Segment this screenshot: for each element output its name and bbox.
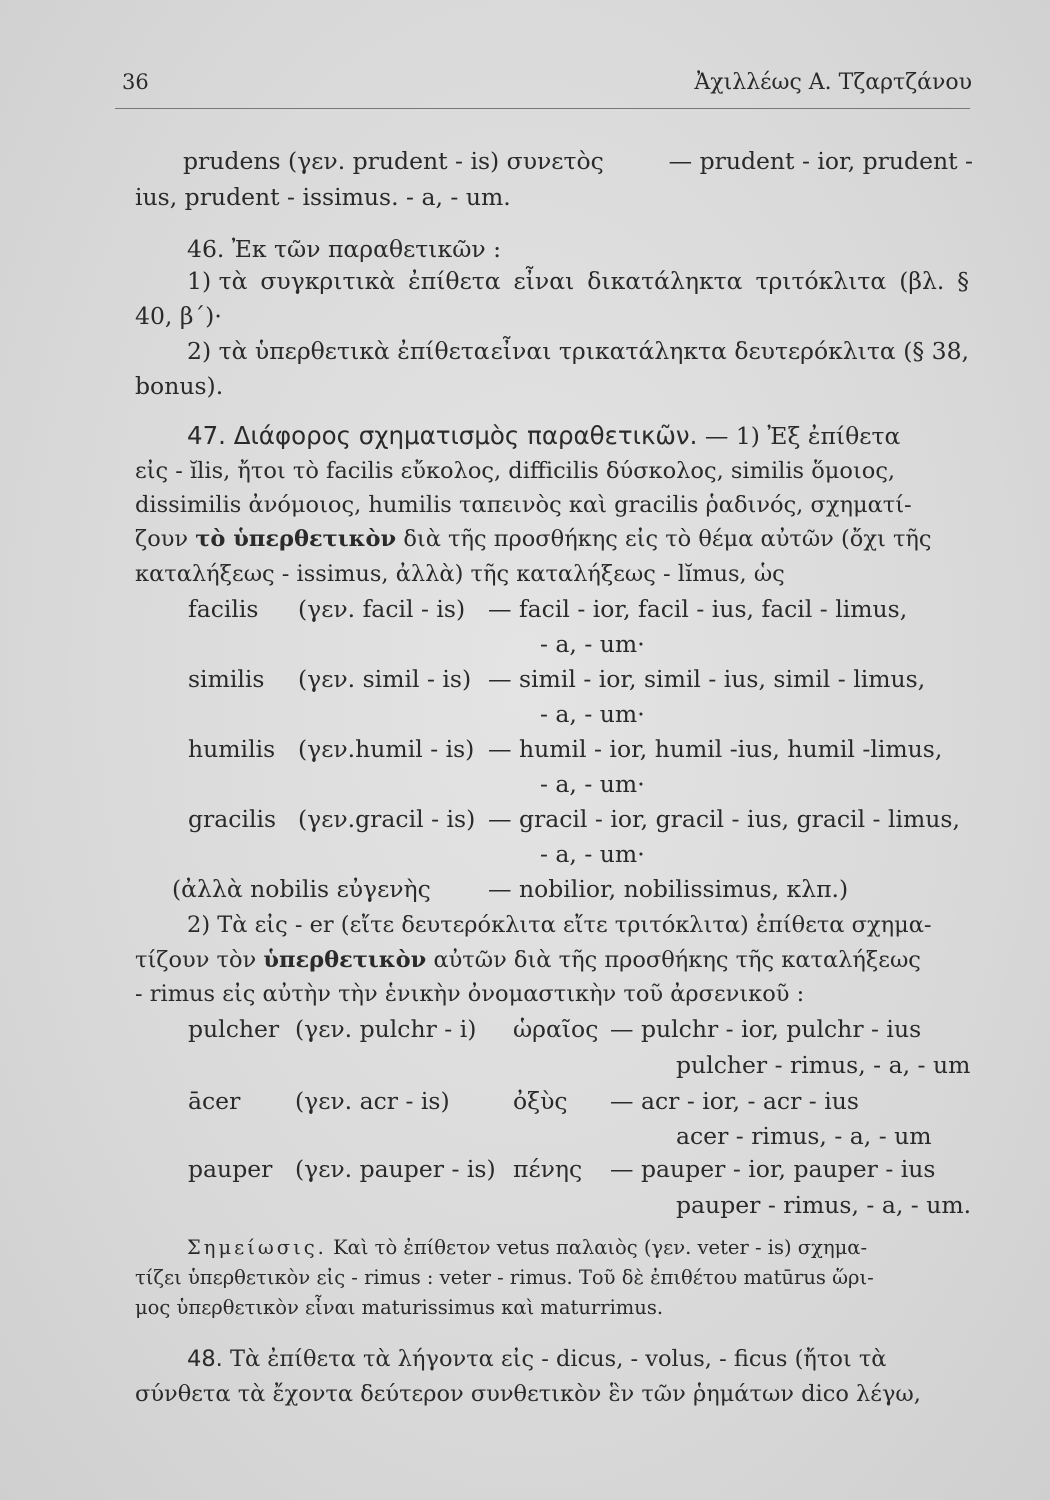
example-word: gracilis	[188, 805, 277, 833]
s47-para-line1: εἰς - ĭlis, ἤτοι τὸ facilis εὔκολος, difficilis δύσκολος, similis ὅμοιος,	[135, 458, 896, 484]
s47-para-line3: ζουν τὸ ὑπερθετικὸν διὰ τῆς προσθήκης εἰς τὸ θέμα αὐτῶν (ὄχι τῆς	[135, 526, 932, 552]
example-genitive: (γεν. facil - is)	[298, 595, 466, 623]
example-forms: — facil - ior, facil - ius, facil - limus,	[488, 595, 908, 623]
note-label: Σημείωσις.	[187, 1236, 327, 1259]
note-line2: τίζει ὑπερθετικὸν εἰς - rimus : veter - rimus. Τοῦ δὲ ἐπιθέτου matūrus ὥρι-	[135, 1266, 874, 1289]
note-line1: Σημείωσις. Καὶ τὸ ἐπίθετον vetus παλαιὸς (γεν. veter - is) σχημα-	[187, 1236, 868, 1259]
note-line3: μος ὑπερθετικὸν εἶναι maturissimus καὶ maturrimus.	[135, 1296, 664, 1319]
er-example-word: pauper	[188, 1155, 273, 1183]
example-word: facilis	[188, 595, 259, 623]
prudens-line: prudens (γεν. prudent - is) συνετὸς — prudent - ior, prudent -	[183, 147, 973, 175]
section-48-line1: 48. Τὰ ἐπίθετα τὰ λήγοντα εἰς - dicus, - volus, - ficus (ἤτοι τὰ	[187, 1346, 887, 1372]
s46-item2-line2: bonus).	[135, 372, 224, 400]
er-example-superlative: pulcher - rimus, - a, - um	[676, 1051, 971, 1079]
example-word: humilis	[188, 735, 276, 763]
bold-superlative-term: τὸ ὑπερθετικὸν	[195, 526, 397, 552]
s47-para-line4: καταλήξεως - issimus, ἀλλὰ) τῆς καταλήξεως - lĭmus, ὡς	[135, 561, 785, 587]
s46-item1-line2: 40, β΄)·	[135, 302, 222, 330]
example-genitive: (γεν.humil - is)	[298, 735, 475, 763]
example-forms: — gracil - ior, gracil - ius, gracil - limus,	[488, 805, 960, 833]
section-46-heading: 46. Ἐκ τῶν παραθετικῶν :	[187, 235, 502, 263]
er-example-forms: — pulchr - ior, pulchr - ius	[610, 1015, 922, 1043]
example-genitive: (γεν. simil - is)	[298, 665, 472, 693]
example-endings: - a, - um·	[540, 840, 645, 868]
er-example-meaning: ὀξὺς	[513, 1087, 568, 1115]
s47-part2-line1: 2) Τὰ εἰς - er (εἴτε δευτερόκλιτα εἴτε τριτόκλιτα) ἐπίθετα σχημα-	[187, 912, 932, 938]
page-number: 36	[122, 70, 149, 94]
er-example-meaning: ὡραῖος	[513, 1015, 599, 1043]
er-example-genitive: (γεν. pulchr - i)	[295, 1015, 477, 1043]
section-48-line2: σύνθετα τὰ ἔχοντα δεύτερον συνθετικὸν ἓν τῶν ῥημάτων dico λέγω,	[135, 1381, 921, 1407]
s47-para-line2: dissimilis ἀνόμοιος, humilis ταπεινὸς καὶ gracilis ῥαδινός, σχηματί-	[135, 492, 912, 518]
er-example-word: ācer	[188, 1087, 241, 1115]
er-example-meaning: πένης	[513, 1155, 583, 1183]
example-endings: - a, - um·	[540, 700, 645, 728]
example-forms: — humil - ior, humil -ius, humil -limus,	[488, 735, 943, 763]
nobilis-word: (ἀλλὰ nobilis εὐγενὴς	[172, 875, 431, 903]
example-word: similis	[188, 665, 265, 693]
er-example-superlative: acer - rimus, - a, - um	[676, 1122, 932, 1150]
er-example-forms: — acr - ior, - acr - ius	[610, 1087, 859, 1115]
header-rule	[115, 108, 970, 109]
running-title: Ἀχιλλέως Α. Τζαρτζάνου	[694, 70, 972, 95]
er-example-forms: — pauper - ior, pauper - ius	[610, 1155, 936, 1183]
section-47-heading-line: 47. Διάφορος σχηματισμὸς παραθετικῶν. — 1) Ἐξ ἐπίθετα	[187, 421, 901, 450]
s46-item2-line1: 2) τὰ ὑπερθετικὰ ἐπίθετα εἶναι τρικατάληκτα δευτερόκλιτα (§ 38,	[187, 337, 969, 365]
example-endings: - a, - um·	[540, 630, 645, 658]
er-example-superlative: pauper - rimus, - a, - um.	[676, 1191, 972, 1219]
example-endings: - a, - um·	[540, 770, 645, 798]
prudens-line-2: ius, prudent - issimus. - a, - um.	[135, 183, 511, 211]
er-example-word: pulcher	[188, 1015, 280, 1043]
s47-part2-line2: τίζουν τὸν ὑπερθετικὸν αὐτῶν διὰ τῆς προσθήκης τῆς καταλήξεως	[135, 947, 921, 973]
section-47-heading: 47. Διάφορος σχηματισμὸς παραθετικῶν.	[187, 421, 698, 450]
example-genitive: (γεν.gracil - is)	[298, 805, 476, 833]
s46-item1-line1: 1) τὰ συγκριτικὰ ἐπίθετα εἶναι δικατάληκτα τριτόκλιτα (βλ. §	[187, 267, 969, 295]
example-forms: — simil - ior, simil - ius, simil - limus,	[488, 665, 926, 693]
er-example-genitive: (γεν. acr - is)	[295, 1087, 450, 1115]
section-48-number: 48.	[187, 1346, 223, 1372]
s47-part2-line3: - rimus εἰς αὐτὴν τὴν ἑνικὴν ὀνομαστικὴν τοῦ ἀρσενικοῦ :	[135, 981, 805, 1007]
nobilis-forms: — nobilior, nobilissimus, κλπ.)	[488, 875, 849, 903]
bold-superlative-term: ὑπερθετικὸν	[263, 947, 427, 973]
er-example-genitive: (γεν. pauper - is)	[295, 1155, 496, 1183]
